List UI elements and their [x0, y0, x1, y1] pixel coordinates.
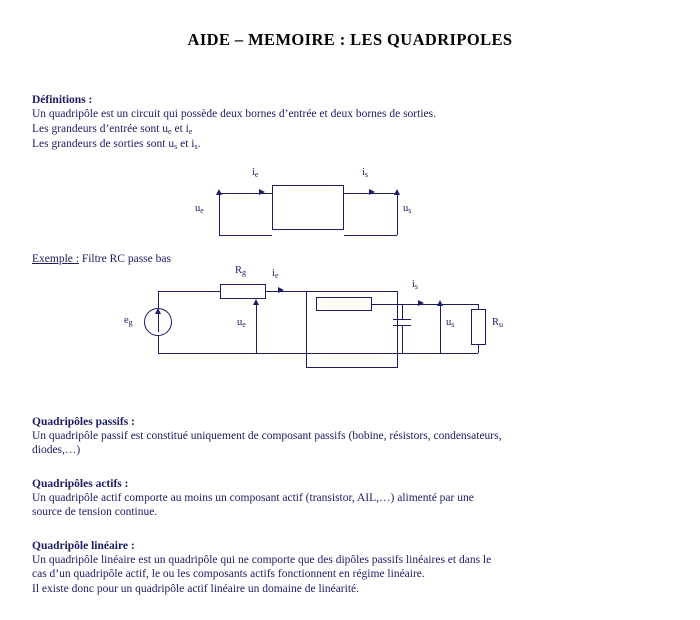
- wire-bottom: [158, 353, 440, 354]
- arrow-ie: [259, 189, 265, 195]
- wire-load-bottom: [440, 353, 478, 354]
- wire-output-vertical: [397, 193, 398, 235]
- definitions-line-2: Les grandeurs d’entrée sont $u_e$ et $i_e$: [32, 122, 193, 136]
- actifs-line-2: source de tension continue.: [32, 506, 158, 518]
- section-passifs: [32, 416, 670, 458]
- wire-ue-probe: [256, 303, 257, 353]
- section-actifs: [32, 478, 670, 520]
- passifs-line-1: Un quadripôle passif est constitué uniquement de composant passifs (bobine, résistors, condensateurs,: [32, 429, 502, 442]
- wire-source-bottom: [158, 336, 159, 353]
- label-is: $i_s$: [362, 166, 369, 179]
- figure2-canvas: [120, 264, 510, 398]
- figure1-canvas: [197, 163, 447, 249]
- resistor-internal: [316, 297, 372, 311]
- wire-input-vertical: [219, 193, 220, 235]
- definitions-line-1: Un quadripôle est un circuit qui possède deux bornes d’entrée et deux bornes de sorties.: [32, 108, 436, 120]
- example-text: Filtre RC passe bas: [78, 252, 171, 265]
- document-body: [0, 94, 700, 596]
- section-definitions: [32, 94, 670, 153]
- label-ru: $R_u$: [492, 316, 504, 329]
- label-us: $u_s$: [403, 202, 412, 215]
- arrow-source: [155, 308, 161, 314]
- wire-top-left: [158, 291, 220, 292]
- wire-cap-top: [402, 304, 403, 319]
- passifs-line-2: diodes,…): [32, 444, 81, 456]
- example-line: [32, 253, 670, 265]
- wire-load-top: [440, 304, 478, 305]
- source-symbol-bar: [158, 312, 159, 332]
- quadripole-box: [272, 185, 344, 230]
- arrow-us: [394, 189, 400, 195]
- lineaire-line-2: cas d’un quadripôle actif, le ou les composants actifs fonctionnent en régime linéaire.: [32, 568, 425, 580]
- section-heading-passifs: Quadripôles passifs :: [32, 415, 135, 428]
- arrow-us-2: [437, 300, 443, 306]
- wire-cap-bottom: [402, 325, 403, 353]
- label-ie: $i_e$: [252, 166, 259, 179]
- arrow-ie-2: [278, 287, 284, 293]
- section-heading-actifs: Quadripôles actifs :: [32, 477, 129, 490]
- document-page: [0, 30, 700, 620]
- wire-load-vert-bottom: [478, 345, 479, 353]
- label-us-2: $u_s$: [446, 316, 455, 329]
- arrow-is-2: [418, 300, 424, 306]
- label-ue: $u_e$: [195, 202, 204, 215]
- capacitor-plate-top: [393, 319, 411, 320]
- label-rg: $R_g$: [235, 264, 247, 277]
- arrow-ue-2: [253, 299, 259, 305]
- label-ue-2: $u_e$: [237, 316, 246, 329]
- section-heading-lineaire: Quadripôle linéaire :: [32, 539, 135, 552]
- lineaire-line-1: Un quadripôle linéaire est un quadripôle qui ne comporte que des dipôles passifs linéaires et dans le: [32, 553, 492, 566]
- label-is-2: $i_s$: [412, 278, 419, 291]
- figure-rc-filter: [32, 264, 670, 398]
- actifs-line-1: Un quadripôle actif comporte au moins un composant actif (transistor, AIL,…) alimenté par une: [32, 491, 474, 504]
- arrow-is: [369, 189, 375, 195]
- wire-source-top: [158, 291, 159, 308]
- wire-top-mid: [266, 291, 306, 292]
- page-title: AIDE – MEMOIRE : LES QUADRIPOLES: [187, 30, 513, 49]
- label-ie-2: $i_e$: [272, 267, 279, 280]
- resistor-rg: [220, 284, 266, 299]
- section-lineaire: [32, 540, 670, 597]
- definitions-line-3: Les grandeurs de sorties sont $u_s$ et $i_s$.: [32, 138, 201, 151]
- resistor-ru: [471, 309, 486, 345]
- figure-quadripole-block: [32, 163, 670, 249]
- example-label: Exemple :: [32, 252, 79, 265]
- label-eg: $e_g$: [124, 314, 133, 327]
- lineaire-line-3: Il existe donc pour un quadripôle actif linéaire un domaine de linéarité.: [32, 582, 359, 595]
- wire-input-bottom: [219, 235, 272, 236]
- wire-us-probe: [440, 304, 441, 353]
- arrow-ue: [216, 189, 222, 195]
- wire-output-bottom: [344, 235, 397, 236]
- section-heading-definitions: Définitions :: [32, 94, 93, 106]
